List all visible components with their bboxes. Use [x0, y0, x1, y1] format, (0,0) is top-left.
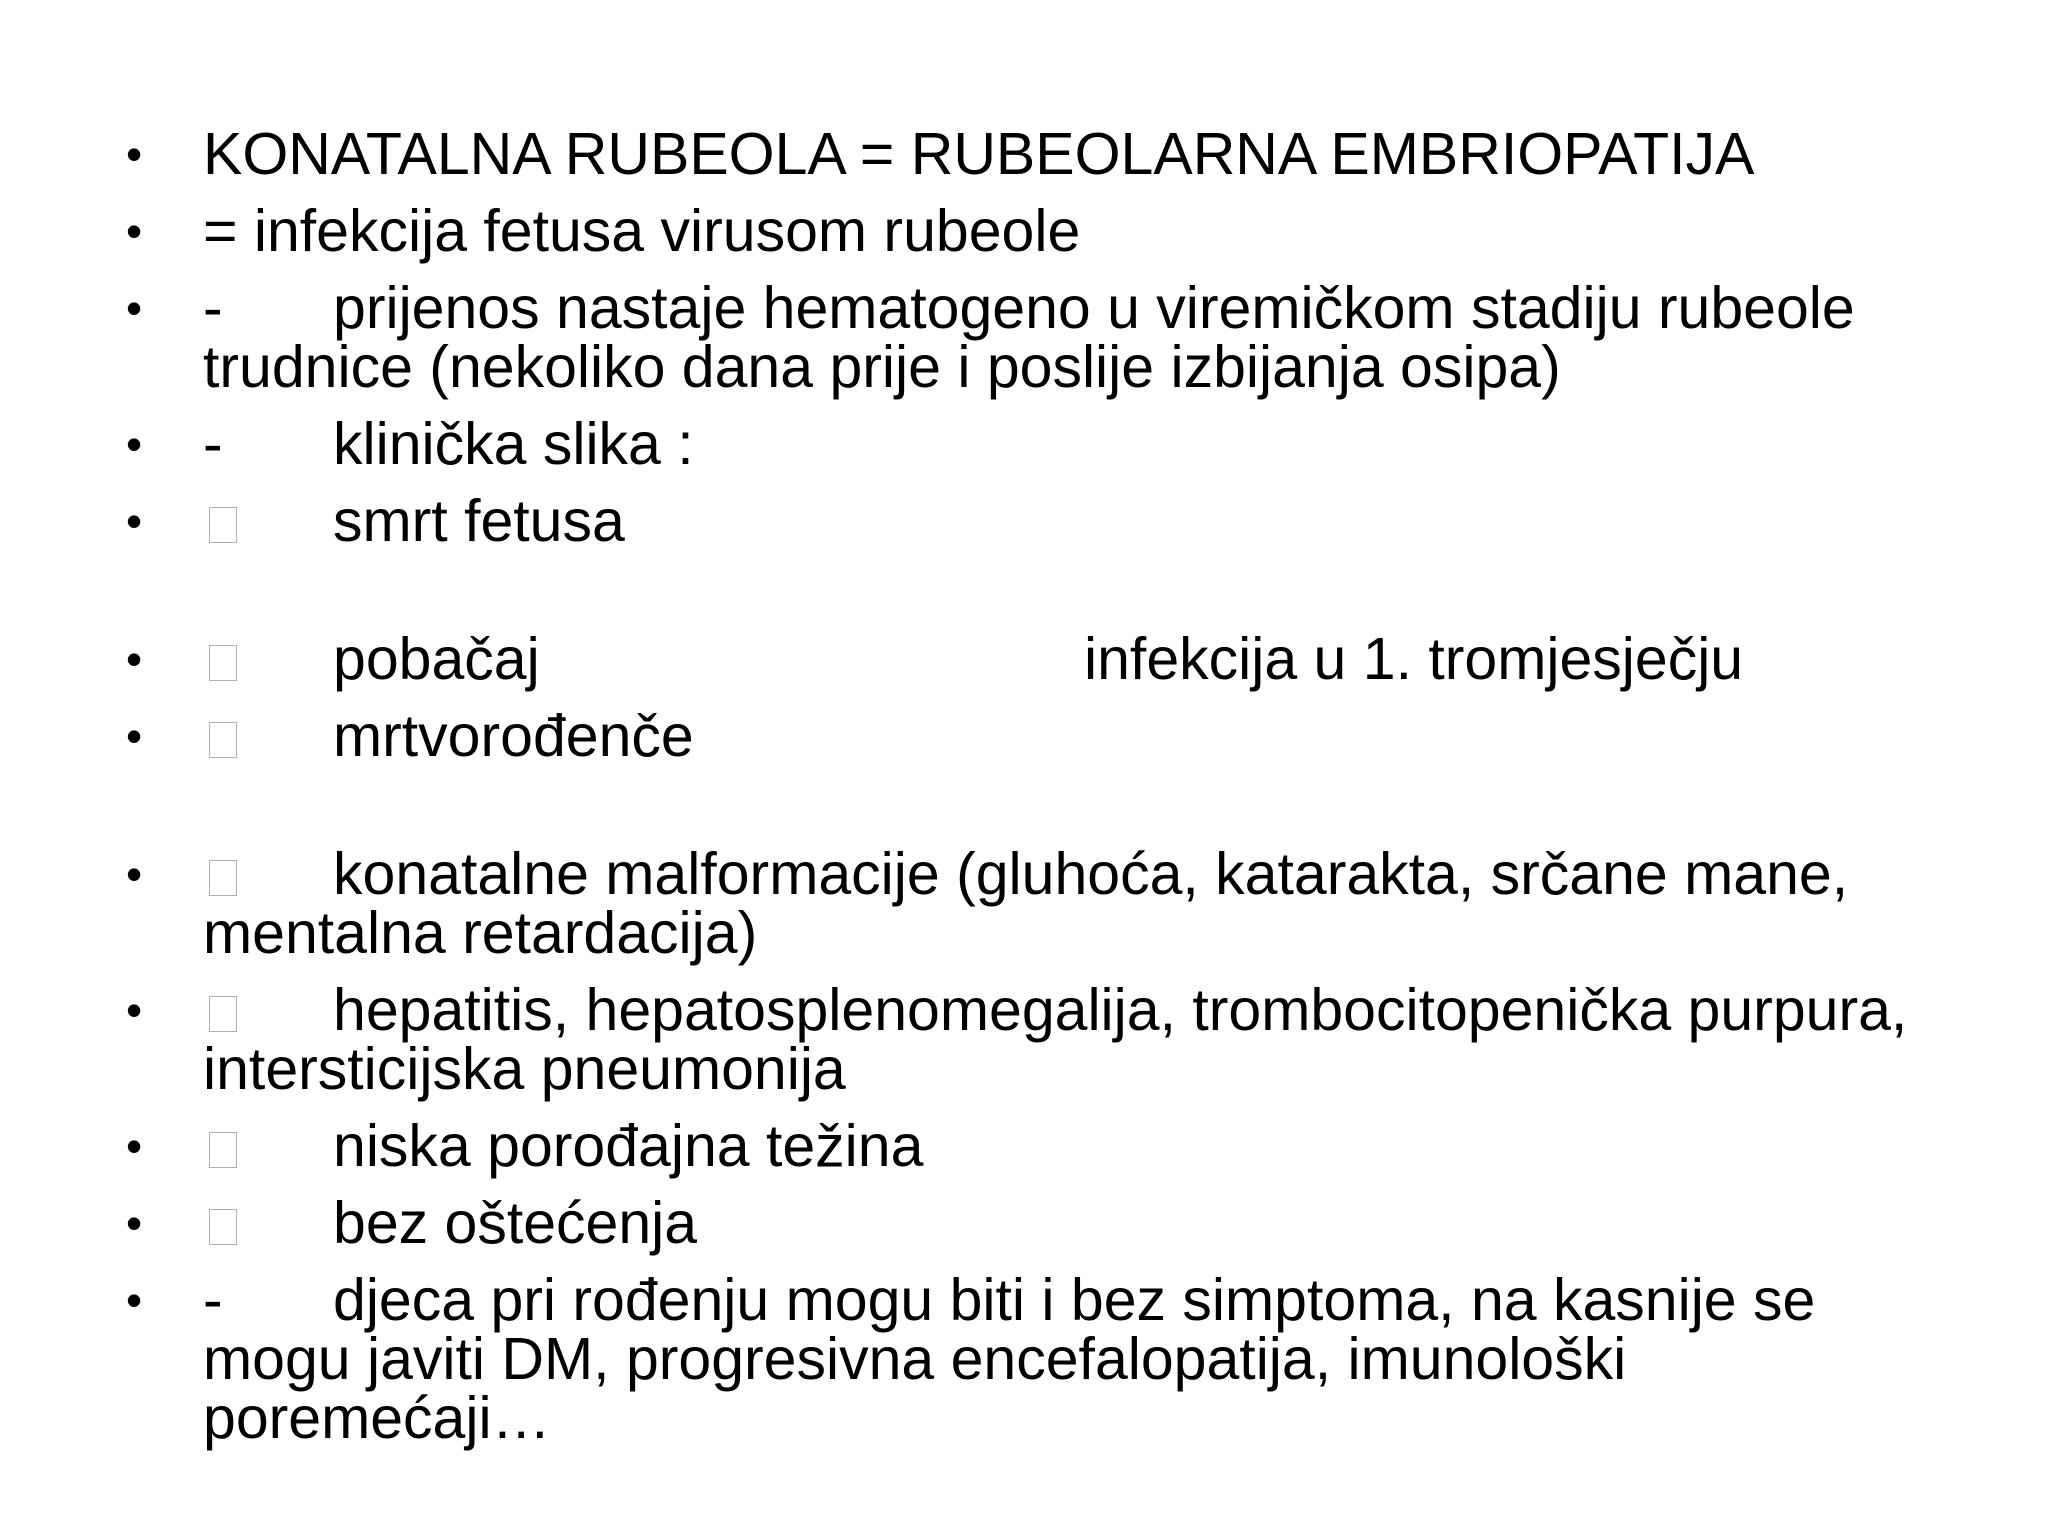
- dash-marker: -: [203, 1267, 223, 1333]
- bullet-dot: •: [126, 710, 143, 762]
- bullet-dot: •: [126, 418, 143, 470]
- bullet-text: prijenos nastaje hematogeno u viremičkom stadiju rubeole trudnice (nekoliko dana prije i poslije izbijanja osipa): [203, 275, 1855, 400]
- bullet-dot: •: [126, 282, 143, 334]
- missing-glyph-box-icon: [209, 507, 237, 543]
- missing-glyph-box-icon: [209, 1209, 237, 1245]
- bullet-list: [120, 121, 1950, 1466]
- bullet-text: smrt fetusa: [333, 488, 625, 554]
- bullet-item-title: [120, 121, 1950, 187]
- missing-glyph-box-icon: [209, 645, 237, 681]
- bullet-dot: •: [126, 633, 143, 685]
- missing-glyph-box-icon: [209, 1132, 237, 1168]
- bullet-text: hepatitis, hepatosplenomegalija, trombocitopenička purpura, intersticijska pneumonija: [203, 977, 1908, 1102]
- bullet-item-miscarriage: [120, 626, 1950, 692]
- missing-glyph-box-icon: [209, 722, 237, 758]
- bullet-dot: •: [126, 205, 143, 257]
- bullet-dot: •: [126, 1120, 143, 1172]
- bullet-text: konatalne malformacije (gluhoća, katarakta, srčane mane, mentalna retardacija): [203, 841, 1849, 966]
- bullet-dot: •: [126, 984, 143, 1036]
- bullet-item-later-symptoms: [120, 1267, 1950, 1451]
- bullet-text: klinička slika :: [333, 411, 694, 477]
- bullet-item-low-birth-weight: [120, 1113, 1950, 1179]
- missing-glyph-box-icon: [209, 860, 237, 896]
- bullet-text: KONATALNA RUBEOLA = RUBEOLARNA EMBRIOPATIJA: [203, 121, 1755, 187]
- bullet-text: niska porođajna težina: [333, 1113, 924, 1179]
- bullet-text: bez oštećenja: [333, 1190, 698, 1256]
- bullet-dot: •: [126, 1197, 143, 1249]
- trimester-note: infekcija u 1. tromjesječju: [1084, 626, 1744, 692]
- bullet-dot: •: [126, 495, 143, 547]
- missing-glyph-box-icon: [209, 996, 237, 1032]
- bullet-item-definition: [120, 198, 1950, 264]
- dash-marker: -: [203, 411, 223, 477]
- bullet-text: mrtvorođenče: [333, 703, 694, 769]
- bullet-item-clinical-picture: [120, 411, 1950, 477]
- bullet-dot: •: [126, 1274, 143, 1326]
- bullet-text: pobačaj: [333, 626, 540, 692]
- dash-marker: -: [203, 275, 223, 341]
- bullet-item-malformations: [120, 841, 1950, 966]
- bullet-item-stillbirth: [120, 703, 1950, 769]
- bullet-item-no-damage: [120, 1190, 1950, 1256]
- bullet-dot: •: [126, 848, 143, 900]
- bullet-dot: •: [126, 128, 143, 180]
- bullet-item-hepatitis: [120, 977, 1950, 1102]
- bullet-text: djeca pri rođenju mogu biti i bez simptoma, na kasnije se mogu javiti DM, progresivna encefalopatija, imunološki poremećaji…: [203, 1267, 1816, 1451]
- bullet-item-transmission: [120, 275, 1950, 400]
- bullet-text: = infekcija fetusa virusom rubeole: [203, 198, 1081, 264]
- bullet-item-fetal-death: [120, 488, 1950, 554]
